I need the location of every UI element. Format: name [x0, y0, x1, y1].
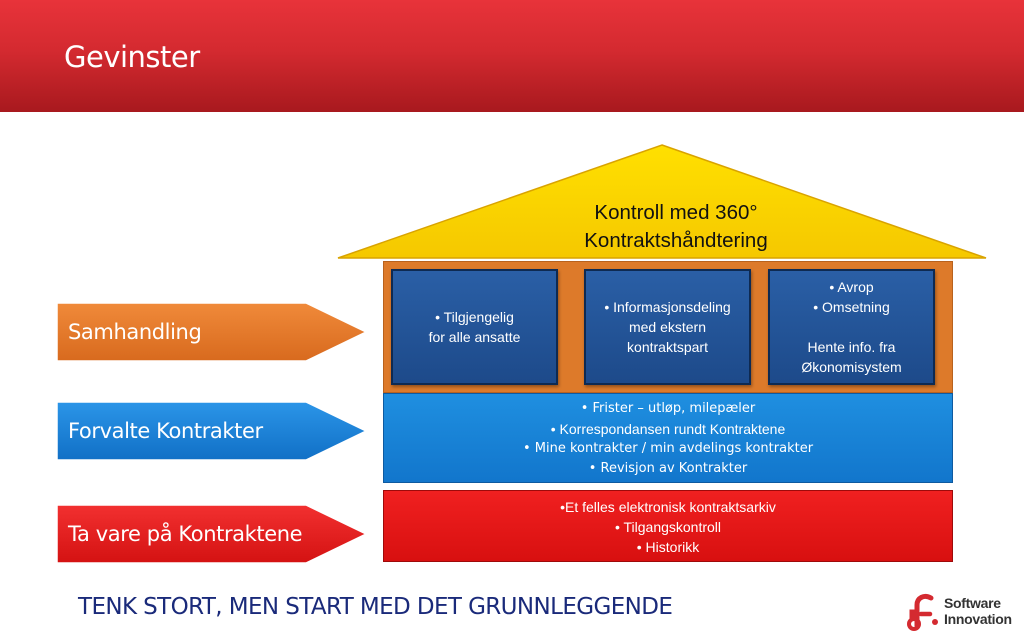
- pillar-call-off: [768, 269, 935, 385]
- logo-line-2: Innovation: [944, 611, 1012, 627]
- page-title: Gevinster: [64, 40, 200, 74]
- roof-line-1: Kontroll med 360°: [594, 201, 758, 224]
- pillar-availability: [391, 269, 558, 385]
- band-line: • Tilgangskontroll: [614, 519, 722, 535]
- pillar-text: • Informasjonsdeling: [604, 299, 731, 315]
- pillar-text: for alle ansatte: [428, 329, 521, 345]
- title-bar: [0, 0, 1024, 112]
- logo-line-1: Software: [944, 595, 1001, 611]
- band-line: • Historikk: [636, 539, 700, 555]
- pillar-text: • Avrop: [829, 279, 874, 295]
- pillar-text: • Tilgjengelig: [435, 309, 514, 325]
- band-line: • Korrespondansen rundt Kontraktene: [550, 421, 786, 437]
- pillar-text: kontraktspart: [627, 339, 708, 355]
- band-line: • Mine kontrakter / min avdelings kontrakter: [522, 441, 814, 456]
- pillar-text: • Omsetning: [813, 299, 890, 315]
- band-line: • Revisjon av Kontrakter: [588, 461, 748, 476]
- archive-band: [383, 490, 953, 562]
- manage-contracts-band: [383, 393, 953, 483]
- arrow-label: Forvalte Kontrakter: [68, 419, 263, 443]
- arrow-label: Ta vare på Kontraktene: [68, 522, 303, 546]
- logo-mark-icon: [904, 592, 944, 632]
- software-innovation-logo: [904, 592, 1024, 632]
- pillar-text: Hente info. fra: [807, 339, 896, 355]
- roof-heading: [556, 199, 796, 255]
- band-line: •Et felles elektronisk kontraktsarkiv: [560, 499, 776, 515]
- logo-text: [944, 595, 1012, 627]
- pillar-spacer: [770, 317, 933, 337]
- arrow-label: Samhandling: [68, 320, 202, 344]
- band-line: • Frister – utløp, milepæler: [580, 401, 756, 416]
- pillar-text: Økonomisystem: [801, 359, 902, 375]
- pillar-text: med ekstern: [628, 319, 707, 335]
- roof-line-2: Kontraktshåndtering: [584, 229, 768, 252]
- tagline: TENK STORT, MEN START MED DET GRUNNLEGGENDE: [78, 594, 673, 620]
- pillar-information-sharing: [584, 269, 751, 385]
